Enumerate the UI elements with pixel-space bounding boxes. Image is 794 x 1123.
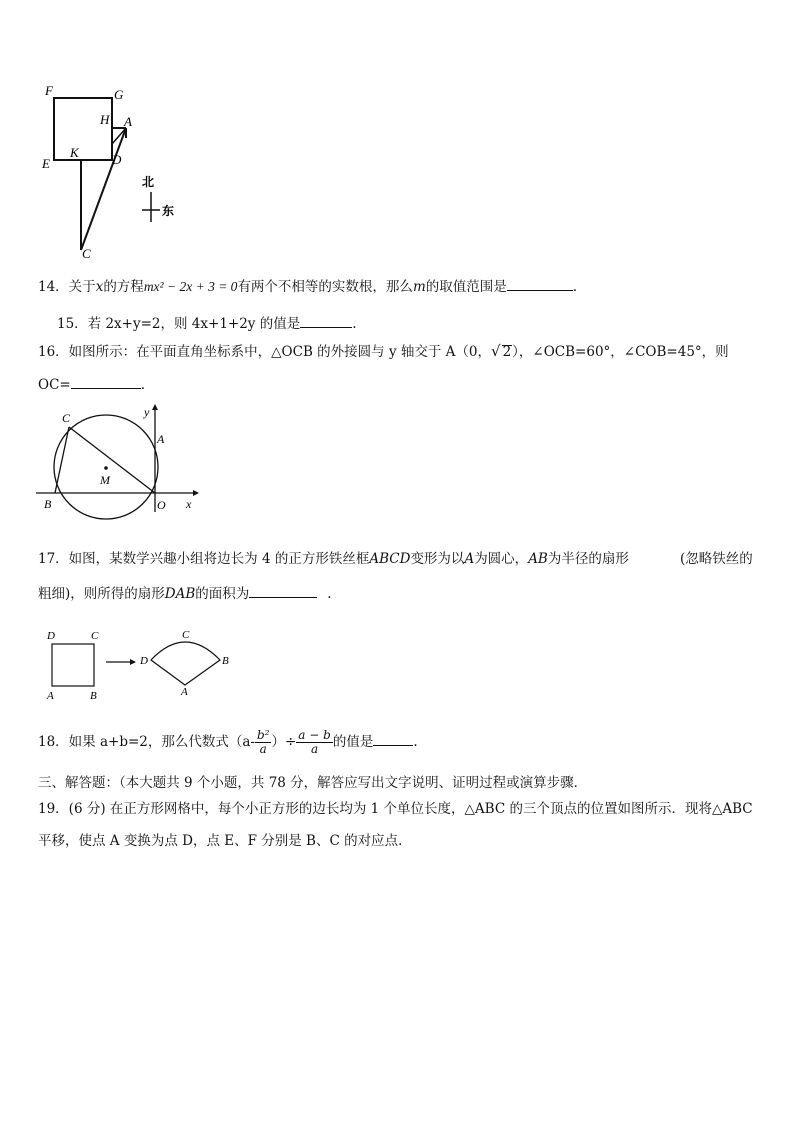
q14-prefix: 14．关于: [38, 279, 96, 295]
q16-sqrt-value: 2: [502, 344, 512, 360]
square-label-c: C: [91, 630, 99, 642]
figure-q16: [36, 402, 206, 522]
sector-label-a: A: [181, 686, 188, 698]
label-x: x: [186, 497, 192, 511]
sector-label-d: D: [140, 655, 148, 667]
question-19-line1: [38, 803, 753, 817]
compass-east-label: 东: [162, 204, 175, 218]
q14-equation: mx² − 2x + 3 = 0: [143, 279, 238, 294]
label-a: A: [124, 114, 132, 129]
segment-co: [69, 427, 155, 493]
label-h: H: [100, 112, 110, 127]
x-axis-arrow: [193, 490, 199, 496]
q17-end: .: [327, 586, 332, 602]
q18-end: .: [413, 734, 418, 750]
q16-end: .: [140, 377, 146, 393]
frac1-numerator: b²: [256, 727, 270, 742]
sector-dab: [151, 642, 220, 685]
q14-suffix: 的取值范围是: [425, 279, 507, 295]
label-a: A: [157, 432, 165, 446]
square-label-d: D: [47, 630, 55, 642]
frac2-denominator: a: [310, 742, 319, 756]
q17-line1-e: (忽略铁丝的: [680, 551, 753, 567]
q17-abcd: ABCD: [369, 551, 411, 567]
q14-var-x: x: [95, 279, 104, 295]
question-17-line1: [38, 553, 629, 567]
label-c: C: [62, 411, 71, 425]
q16-line1-a: 16．如图所示：在平面直角坐标系中，△OCB 的外接圆与 y 轴交于 A（0，: [38, 344, 492, 360]
q14-mid1: 的方程: [103, 279, 144, 295]
q17-line2-a: 粗细)，则所得的扇形: [38, 586, 165, 602]
label-o: O: [157, 498, 166, 512]
label-c: C: [82, 246, 91, 261]
question-16-line2: [38, 376, 145, 393]
q17-line1-b: 变形为以: [410, 551, 465, 567]
answer-blank[interactable]: [373, 733, 413, 746]
question-19-line2: [38, 835, 412, 849]
q16-line1-b: ），∠OCB=60°，∠COB=45°，则: [512, 344, 729, 360]
label-e: E: [42, 156, 50, 171]
label-b: B: [44, 497, 52, 511]
answer-blank[interactable]: [300, 315, 352, 328]
q18-prefix: 18．如果 a+b=2，那么代数式（a-: [38, 734, 255, 750]
fraction-b2-over-a: [255, 729, 272, 756]
q19-line1: 19．(6 分) 在正方形网格中，每个小正方形的边长均为 1 个单位长度，△ABC 的三个顶点的位置如图所示．现将△ABC: [38, 801, 753, 817]
q17-dab: DAB: [164, 586, 196, 602]
q18-mid: ）÷: [271, 734, 297, 750]
label-g: G: [114, 87, 124, 102]
q15-end: .: [352, 316, 357, 332]
figure-q17: [40, 624, 240, 706]
q17-a: A: [464, 551, 475, 567]
square-label-b: B: [90, 690, 97, 702]
q16-oc-label: OC=: [38, 377, 71, 393]
segment-ca: [81, 128, 126, 250]
compass-north-label: 北: [142, 175, 155, 189]
q14-end: .: [572, 279, 578, 295]
label-f: F: [45, 83, 53, 98]
section-3-text: 三、解答题：（本大题共 9 个小题，共 78 分，解答应写出文字说明、证明过程或演算步骤．: [38, 775, 588, 791]
answer-blank[interactable]: [507, 278, 573, 291]
figure-q13: [38, 82, 188, 262]
q17-line2-b: 的面积为: [195, 586, 250, 602]
answer-blank[interactable]: [249, 585, 317, 598]
frac2-numerator: a − b: [298, 727, 331, 742]
answer-blank[interactable]: [71, 376, 141, 389]
transform-arrowhead: [130, 659, 136, 665]
q17-line1-a: 17．如图，某数学兴趣小组将边长为 4 的正方形铁丝框: [38, 551, 370, 567]
question-16-line1: 16．如图所示：在平面直角坐标系中，△OCB 的外接圆与 y 轴交于 A（0，√ 2），∠OCB=60°，∠COB=45°，则: [38, 342, 729, 360]
square-efgd: [54, 98, 112, 160]
center-m-dot: [104, 466, 108, 470]
q14-mid2: 有两个不相等的实数根，那么: [237, 279, 413, 295]
question-17-note: [680, 553, 753, 567]
q18-suffix: 的值是: [332, 734, 374, 750]
label-m: M: [100, 473, 110, 487]
question-14: [38, 278, 577, 295]
q17-line1-d: 为半径的扇形: [547, 551, 629, 567]
q14-var-m: m: [412, 279, 426, 295]
segment-bc: [55, 427, 69, 493]
square-label-a: A: [47, 690, 54, 702]
sector-label-c: C: [182, 629, 190, 641]
question-17-line2: [38, 585, 332, 602]
square-abcd: [52, 644, 94, 686]
y-axis-arrow: [152, 404, 158, 410]
label-k: K: [70, 145, 79, 160]
q17-ab: AB: [528, 551, 548, 567]
question-18: [38, 722, 418, 762]
question-15: [57, 315, 357, 332]
label-d: D: [112, 152, 122, 167]
q15-text: 15．若 2x+y=2，则 4x+1+2y 的值是: [57, 316, 301, 332]
q19-line2: 平移，使点 A 变换为点 D，点 E、F 分别是 B、C 的对应点．: [38, 833, 412, 849]
fraction-a-minus-b-over-a: [296, 729, 333, 756]
q17-line1-c: 为圆心，: [474, 551, 529, 567]
sector-label-b: B: [222, 655, 229, 667]
label-y: y: [144, 405, 150, 419]
frac1-denominator: a: [259, 742, 267, 756]
section-3-heading: [38, 777, 587, 791]
